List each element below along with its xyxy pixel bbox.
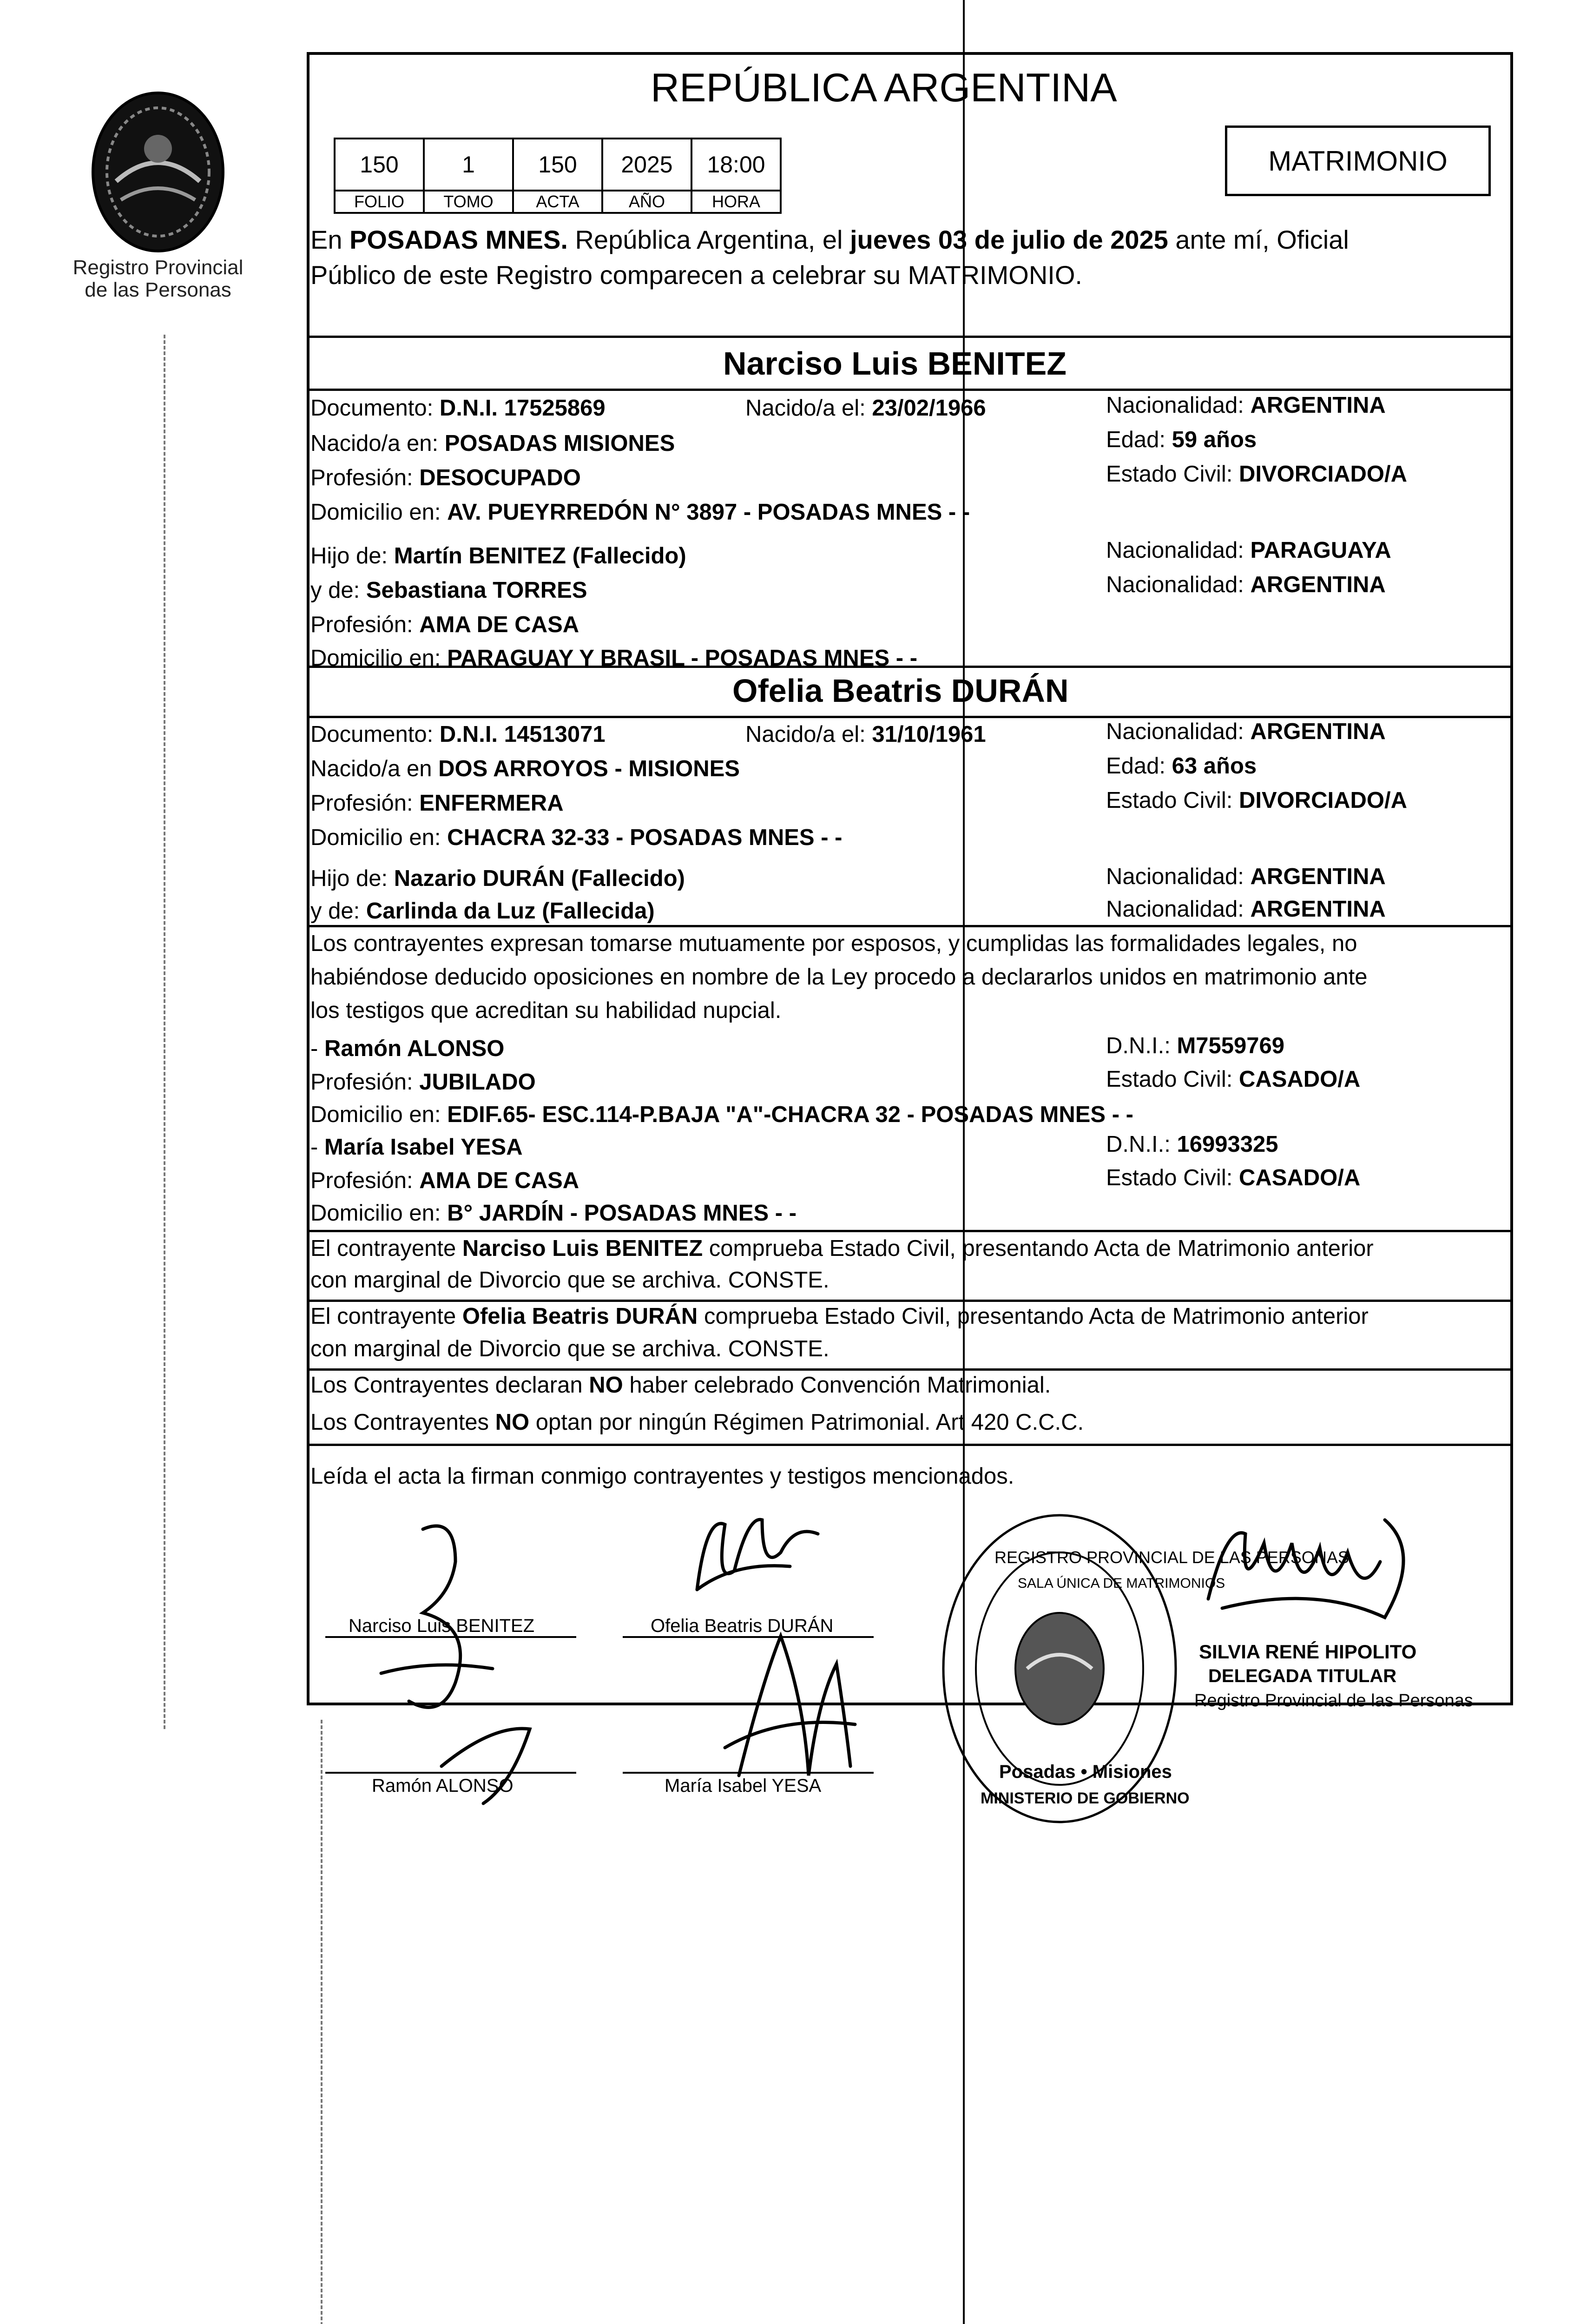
act-type-box: MATRIMONIO	[1225, 125, 1491, 196]
declaration-line-2: habiéndose deducido oposiciones en nombre de la Ley procedo a declararlos unidos en matrimonio ante	[310, 964, 1368, 990]
witness1-name: - Ramón ALONSO	[310, 1036, 505, 1061]
witness2-address: Domicilio en: B° JARDÍN - POSADAS MNES - -	[310, 1201, 797, 1226]
divider	[307, 389, 1513, 391]
provincial-registry-logo	[70, 74, 246, 316]
signature-line-witness1	[325, 1772, 576, 1774]
official-title: DELEGADA TITULAR	[1208, 1666, 1397, 1686]
groom-parents-address: Domicilio en: PARAGUAY Y BRASIL - POSADAS MNES - -	[310, 646, 918, 671]
intro-line-2: Público de este Registro comparecen a celebrar su MATRIMONIO.	[310, 260, 1082, 290]
acta-label: ACTA	[512, 190, 603, 214]
groom-birthdate: Nacido/a el: 23/02/1966	[745, 396, 986, 421]
signature-caption-witness1: Ramón ALONSO	[372, 1776, 514, 1796]
stamp-ministry: MINISTERIO DE GOBIERNO	[981, 1789, 1190, 1807]
hora-value: 18:00	[691, 138, 782, 191]
official-office: Registro Provincial de las Personas	[1194, 1691, 1473, 1710]
bride-father: Hijo de: Nazario DURÁN (Fallecido)	[310, 866, 685, 891]
bride-name: Ofelia Beatris DURÁN	[732, 673, 1069, 709]
signature-caption-witness2: María Isabel YESA	[665, 1776, 822, 1796]
intro-line-1: En POSADAS MNES. República Argentina, el jueves 03 de julio de 2025 ante mí, Oficial	[310, 225, 1349, 254]
groom-father: Hijo de: Martín BENITEZ (Fallecido)	[310, 543, 686, 568]
bride-civil-status: Estado Civil: DIVORCIADO/A	[1106, 788, 1408, 813]
bride-birthplace: Nacido/a en DOS ARROYOS - MISIONES	[310, 756, 740, 781]
tomo-value: 1	[423, 138, 514, 191]
witness1-profession: Profesión: JUBILADO	[310, 1070, 536, 1095]
groom-mother-nationality: Nacionalidad: ARGENTINA	[1106, 572, 1386, 597]
divider	[307, 666, 1513, 668]
divider	[307, 925, 1513, 927]
anio-value: 2025	[601, 138, 692, 191]
witness2-dni: D.N.I.: 16993325	[1106, 1132, 1278, 1157]
note-groom-line-2: con marginal de Divorcio que se archiva. CONSTE.	[310, 1268, 830, 1293]
closing-statement: Leída el acta la firman conmigo contrayentes y testigos mencionados.	[310, 1464, 1014, 1489]
divider	[307, 1230, 1513, 1232]
bride-address: Domicilio en: CHACRA 32-33 - POSADAS MNES - -	[310, 825, 843, 850]
witness2-profession: Profesión: AMA DE CASA	[310, 1168, 579, 1193]
divider	[307, 336, 1513, 338]
acta-value: 150	[512, 138, 603, 191]
divider	[307, 1444, 1513, 1446]
bride-nationality: Nacionalidad: ARGENTINA	[1106, 719, 1386, 744]
signature-caption-groom: Narciso Luis BENITEZ	[349, 1616, 535, 1636]
witness1-civil-status: Estado Civil: CASADO/A	[1106, 1067, 1361, 1092]
note-bride-line-2: con marginal de Divorcio que se archiva. CONSTE.	[310, 1336, 830, 1361]
signature-line-witness2	[623, 1772, 874, 1774]
bride-age: Edad: 63 años	[1106, 753, 1257, 779]
bride-profession: Profesión: ENFERMERA	[310, 791, 564, 816]
groom-civil-status: Estado Civil: DIVORCIADO/A	[1106, 462, 1408, 487]
groom-parents-profession: Profesión: AMA DE CASA	[310, 612, 579, 637]
hora-label: HORA	[691, 190, 782, 214]
note-regime: Los Contrayentes NO optan por ningún Régimen Patrimonial. Art 420 C.C.C.	[310, 1410, 1084, 1435]
stamp-city: Posadas • Misiones	[999, 1762, 1172, 1782]
bride-document: Documento: D.N.I. 14513071	[310, 722, 606, 747]
country-title: REPÚBLICA ARGENTINA	[651, 66, 1117, 110]
groom-name: Narciso Luis BENITEZ	[723, 345, 1067, 382]
stamp-outer-text: REGISTRO PROVINCIAL DE LAS PERSONAS	[994, 1548, 1349, 1567]
groom-profession: Profesión: DESOCUPADO	[310, 465, 581, 490]
signature-caption-bride: Ofelia Beatris DURÁN	[651, 1616, 834, 1636]
groom-mother: y de: Sebastiana TORRES	[310, 578, 587, 603]
anio-label: AÑO	[601, 190, 692, 214]
svg-text:de las Personas: de las Personas	[85, 278, 231, 301]
bride-birthdate: Nacido/a el: 31/10/1961	[745, 722, 986, 747]
note-bride-line-1: El contrayente Ofelia Beatris DURÁN comprueba Estado Civil, presentando Acta de Matrimonio anterior	[310, 1304, 1369, 1329]
declaration-line-1: Los contrayentes expresan tomarse mutuamente por esposos, y cumplidas las formalidades legales, no	[310, 931, 1357, 956]
folio-label: FOLIO	[334, 190, 425, 214]
official-name: SILVIA RENÉ HIPOLITO	[1199, 1641, 1417, 1663]
groom-nationality: Nacionalidad: ARGENTINA	[1106, 393, 1386, 418]
folio-value: 150	[334, 138, 425, 191]
groom-document: Documento: D.N.I. 17525869	[310, 396, 606, 421]
note-groom-line-1: El contrayente Narciso Luis BENITEZ comprueba Estado Civil, presentando Acta de Matrimonio anterior	[310, 1236, 1374, 1261]
divider	[307, 1368, 1513, 1371]
tomo-label: TOMO	[423, 190, 514, 214]
divider	[307, 1300, 1513, 1302]
groom-father-nationality: Nacionalidad: PARAGUAYA	[1106, 538, 1391, 563]
bride-father-nationality: Nacionalidad: ARGENTINA	[1106, 864, 1386, 889]
groom-address: Domicilio en: AV. PUEYRREDÓN N° 3897 - POSADAS MNES - -	[310, 500, 970, 525]
witness2-civil-status: Estado Civil: CASADO/A	[1106, 1165, 1361, 1190]
note-convention: Los Contrayentes declaran NO haber celebrado Convención Matrimonial.	[310, 1373, 1051, 1398]
bride-mother-nationality: Nacionalidad: ARGENTINA	[1106, 897, 1386, 922]
margin-dashes-left	[164, 335, 165, 1729]
svg-text:Registro Provincial: Registro Provincial	[72, 256, 244, 279]
stamp-inner-text: SALA ÚNICA DE MATRIMONIOS	[1018, 1576, 1225, 1591]
groom-age: Edad: 59 años	[1106, 427, 1257, 452]
witness1-dni: D.N.I.: M7559769	[1106, 1033, 1285, 1058]
groom-birthplace: Nacido/a en: POSADAS MISIONES	[310, 431, 675, 456]
declaration-line-3: los testigos que acreditan su habilidad nupcial.	[310, 998, 782, 1023]
witness2-name: - María Isabel YESA	[310, 1135, 523, 1160]
witness1-address: Domicilio en: EDIF.65- ESC.114-P.BAJA "A"-CHACRA 32 - POSADAS MNES - -	[310, 1102, 1133, 1127]
bride-mother: y de: Carlinda da Luz (Fallecida)	[310, 898, 655, 924]
